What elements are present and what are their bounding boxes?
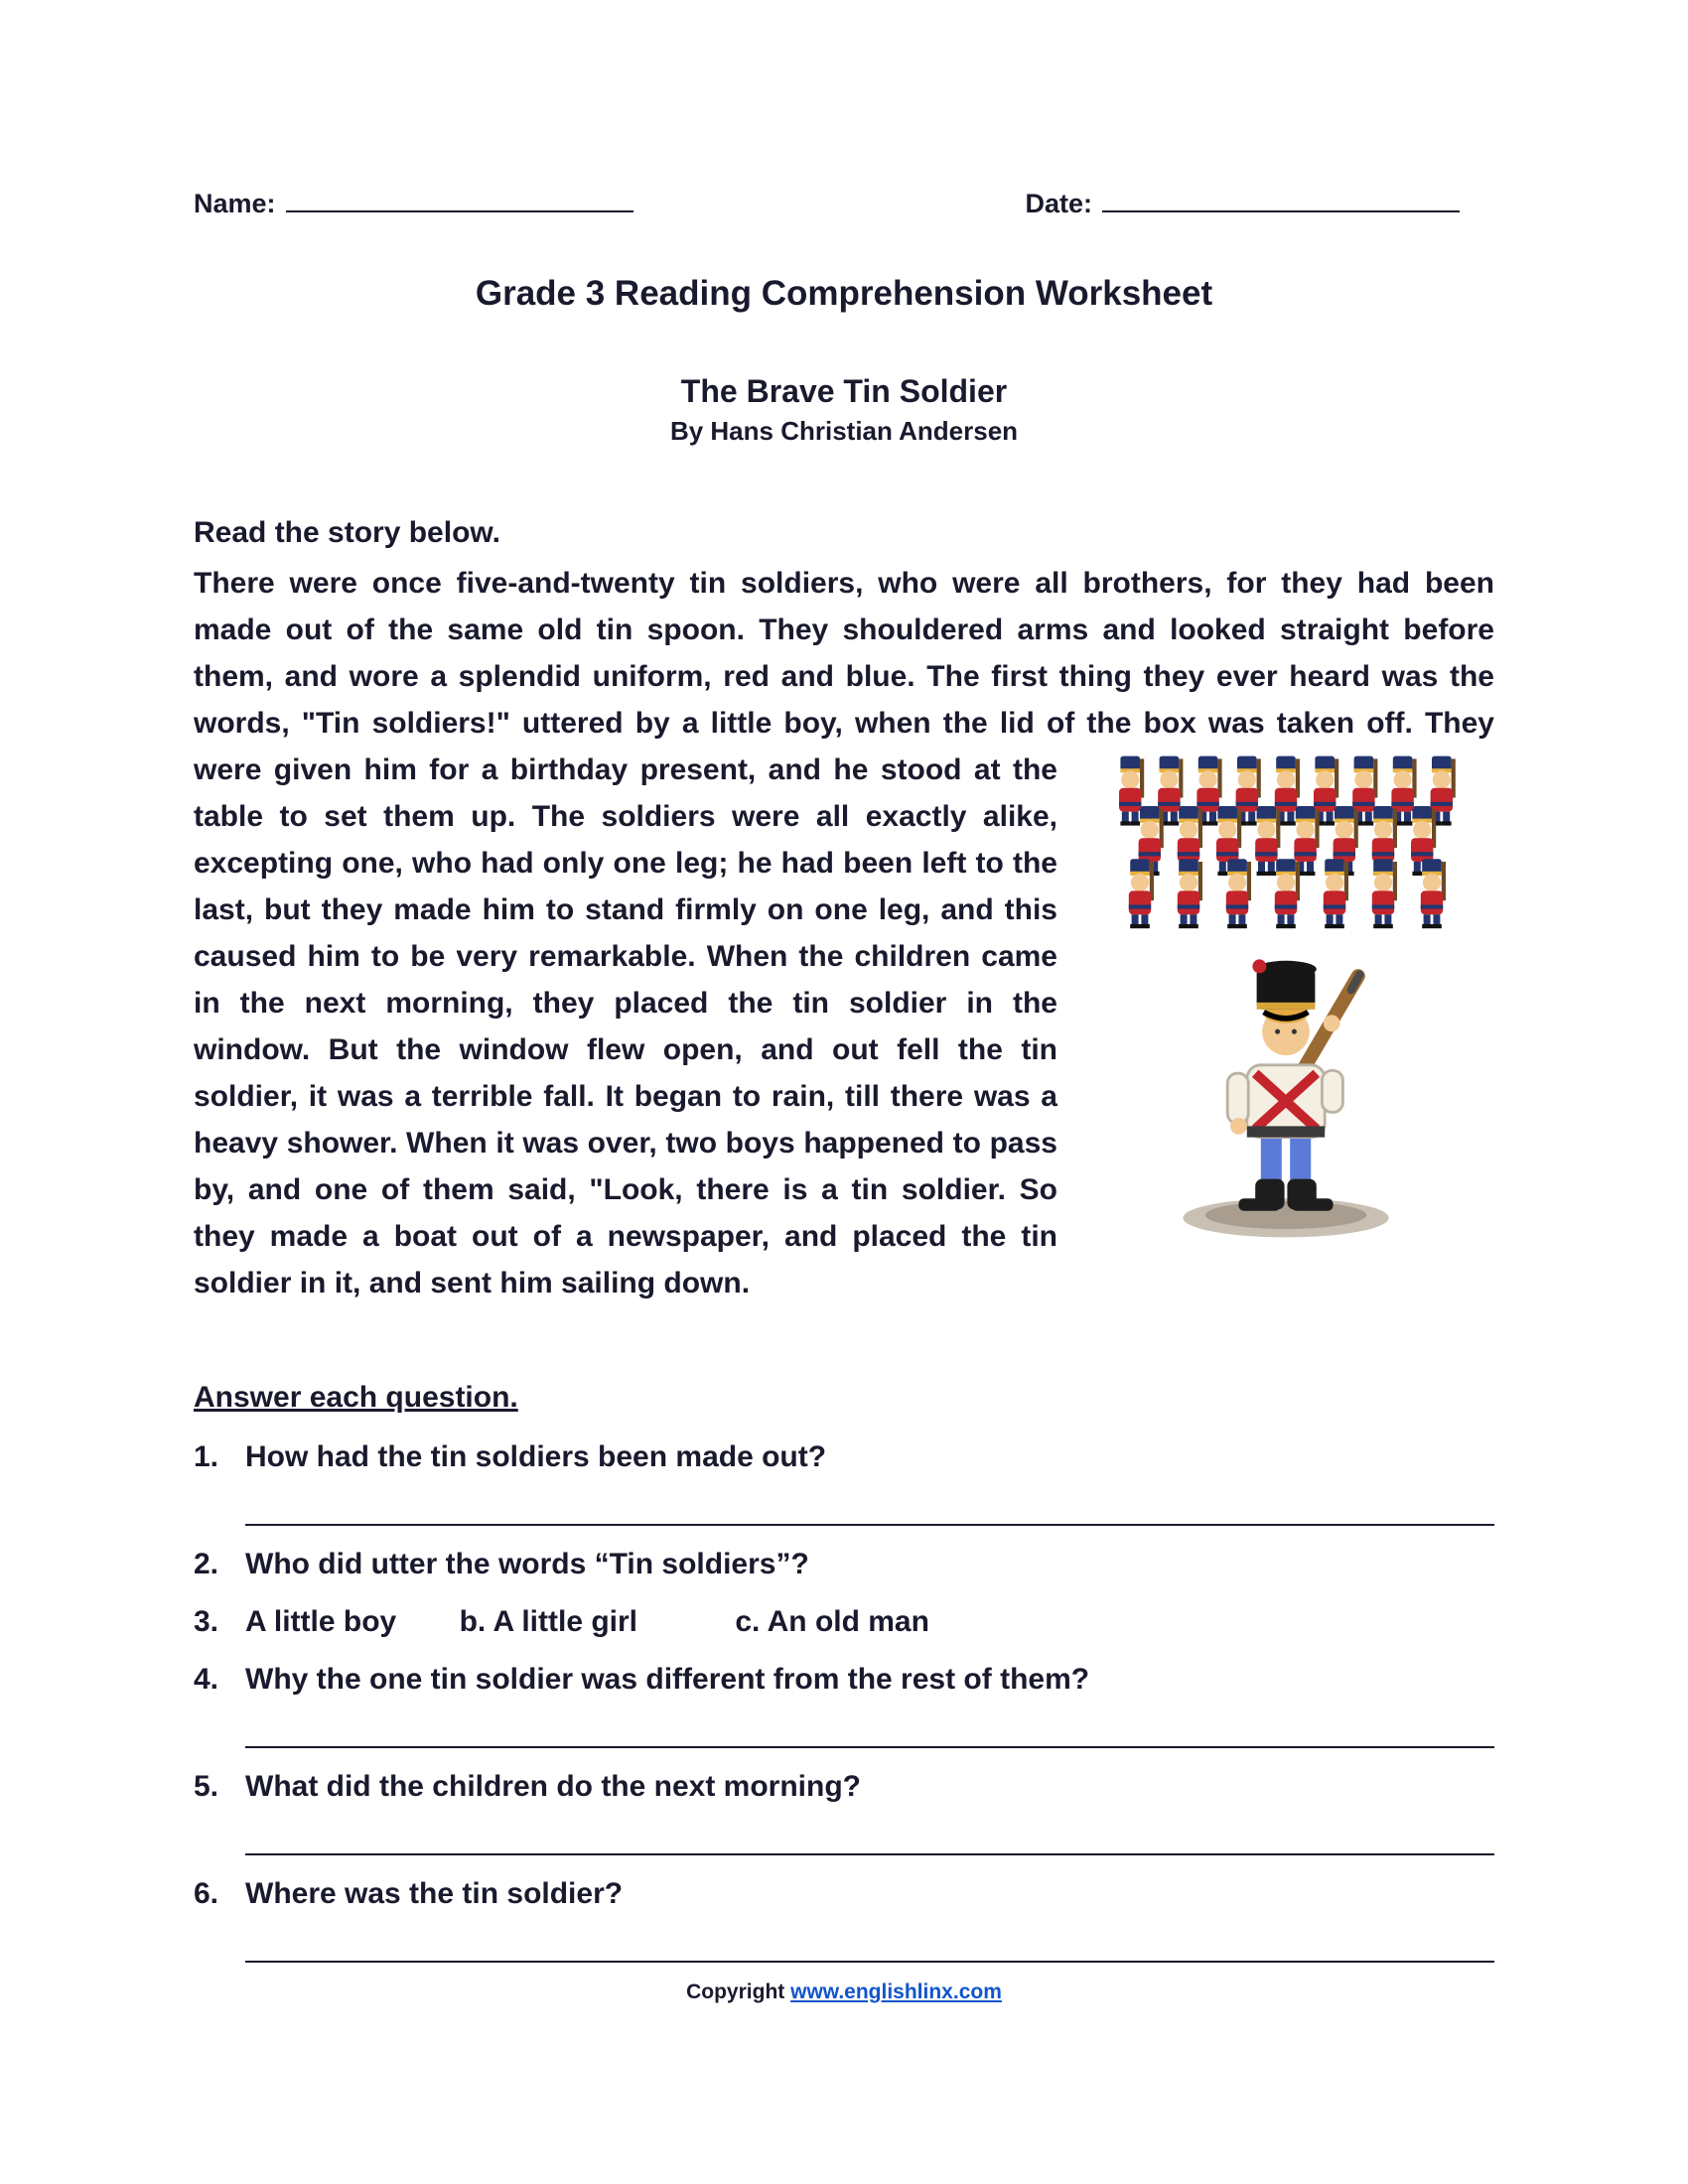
question-text: Who did utter the words “Tin soldiers”?	[245, 1548, 809, 1580]
story-byline: By Hans Christian Andersen	[669, 416, 1019, 446]
question-1	[194, 1436, 1494, 1478]
question-text: How had the tin soldiers been made out?	[245, 1440, 827, 1473]
question-number: 6.	[194, 1877, 219, 1910]
answer-instruction: Answer each question.	[194, 1381, 518, 1414]
tin-soldiers-group-image	[1077, 751, 1494, 945]
date-blank-line	[1102, 184, 1460, 212]
name-date-row	[194, 184, 1494, 219]
story-title: The Brave Tin Soldier	[680, 373, 1008, 409]
question-number: 3.	[194, 1605, 219, 1638]
question-options	[245, 1601, 1494, 1643]
question-text: Where was the tin soldier?	[245, 1877, 624, 1910]
question-5	[194, 1766, 1494, 1808]
story-text-part1: There were once five-and-twenty tin soldiers, who were all brothers, for they had been made out of the same old tin spoon. They shouldered arms and looked straight before them, and wore a splendid uniform, red and blue. The first thing they ever heard was the words, "Tin soldiers!" uttered by a little boy, when the lid of the box was taken off. They were given him for a birthday	[194, 567, 1494, 786]
story-paragraph	[194, 560, 1494, 1306]
answer-blank-line-5	[245, 1824, 1494, 1855]
option-b: b. A little girl	[459, 1605, 638, 1638]
question-4	[194, 1659, 1494, 1701]
question-6	[194, 1873, 1494, 1915]
option-c: c. An old man	[735, 1605, 929, 1638]
story-illustrations	[1077, 751, 1494, 1243]
copyright-label: Copyright	[686, 1980, 785, 2003]
question-text: Why the one tin soldier was different from the rest of them?	[245, 1663, 1090, 1696]
answer-blank-line-1	[245, 1494, 1494, 1526]
name-label: Name:	[194, 189, 276, 218]
option-a: A little boy	[245, 1605, 397, 1638]
date-label: Date:	[1025, 189, 1092, 218]
date-group	[1025, 184, 1460, 219]
name-group	[194, 184, 633, 219]
tin-soldier-image	[1147, 951, 1425, 1243]
footer	[194, 1980, 1494, 2004]
question-number: 1.	[194, 1440, 219, 1473]
name-blank-line	[286, 184, 633, 212]
question-number: 5.	[194, 1770, 219, 1803]
answer-blank-line-4	[245, 1716, 1494, 1748]
englishlinx-link[interactable]: www.englishlinx.com	[790, 1980, 1002, 2003]
question-number: 2.	[194, 1548, 219, 1580]
question-text: What did the children do the next morning?	[245, 1770, 861, 1803]
page-title: Grade 3 Reading Comprehension Worksheet	[475, 274, 1213, 313]
answer-blank-line-6	[245, 1931, 1494, 1963]
question-3	[194, 1601, 1494, 1643]
story-text-part2: present, and he stood at the table to set them up. The soldiers were all exactly alike, excepting one, who had only one leg; he had been left to the last, but they made him to stand firmly on one leg, and this caused him to be very remarkable. When the children came in the next morning, they placed the tin soldier in the window. But the window flew open, and out fell the tin soldier, it was a terrible fall. It began to rain, till there was a heavy shower. When it was over, two boys happened to pass by, and one of them said, "Look, there is a tin soldier. So they made a boat out of a newspaper, and placed the tin soldier in it, and sent him sailing down.	[194, 753, 1057, 1299]
read-instruction: Read the story below.	[194, 516, 500, 549]
question-number: 4.	[194, 1663, 219, 1696]
question-2	[194, 1544, 1494, 1585]
